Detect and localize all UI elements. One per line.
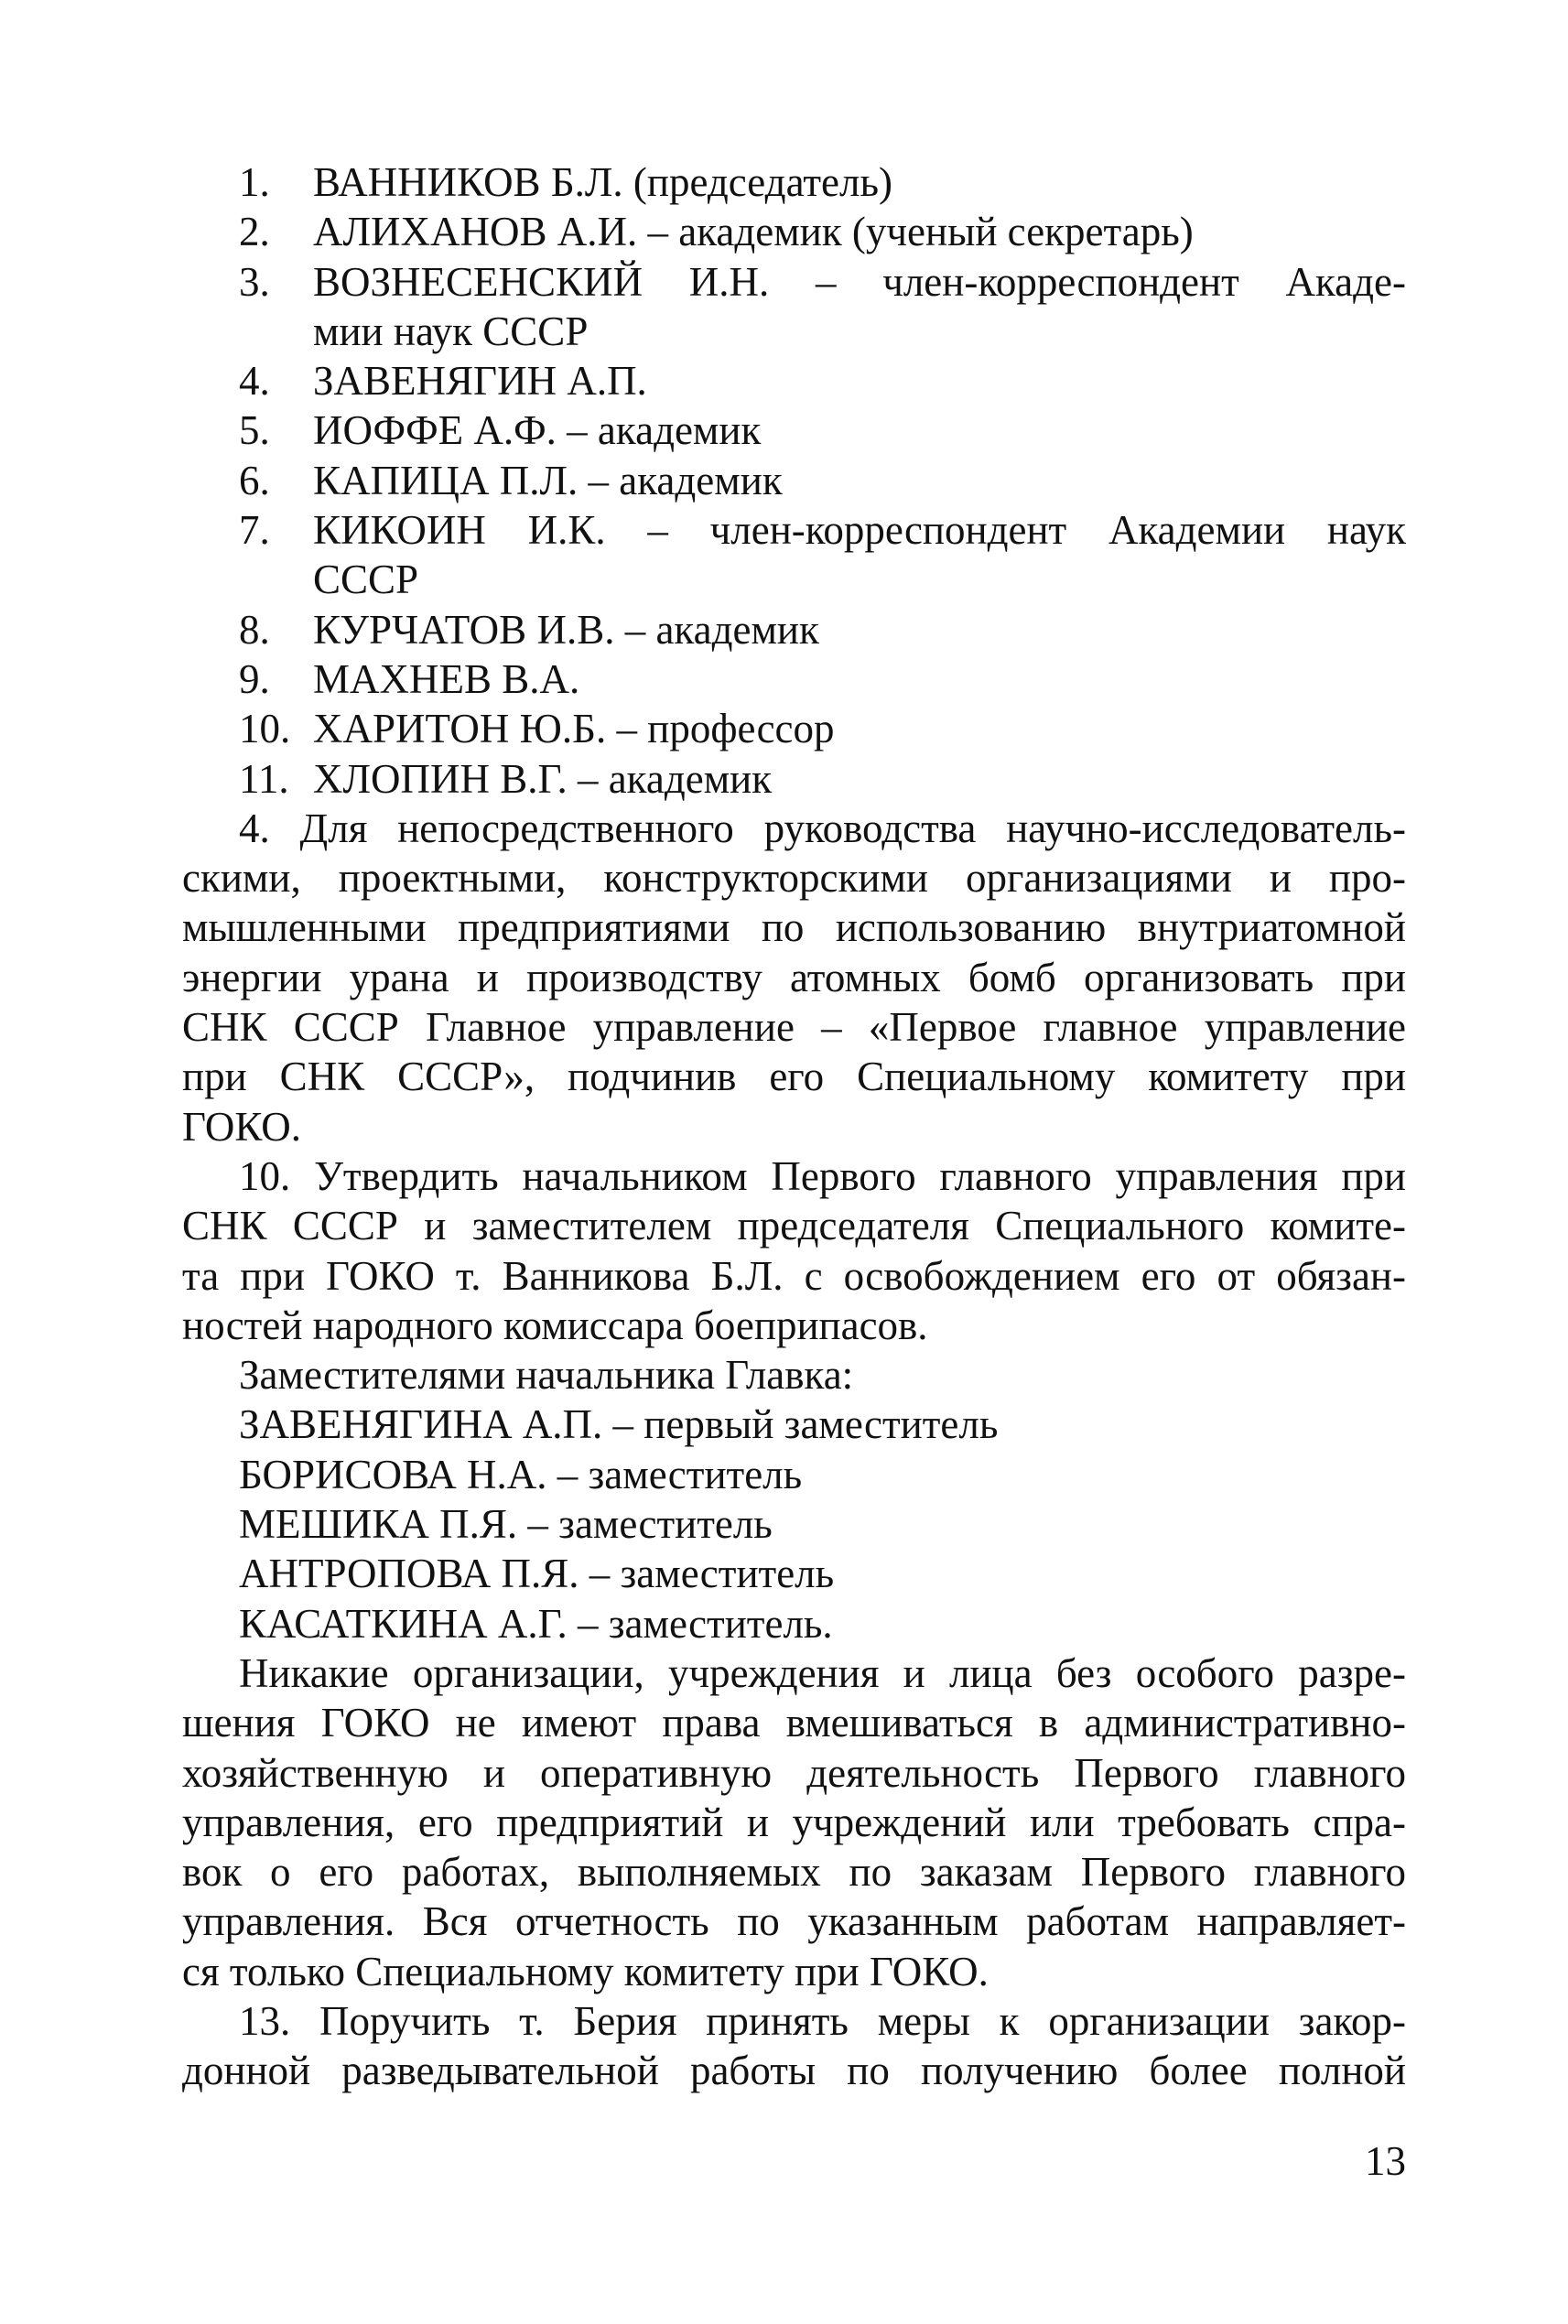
paragraph-line: Заместителями начальника Главка: [239,1352,854,1399]
list-item-text: ИОФФЕ А.Ф. – академик [313,407,762,454]
paragraph [182,1400,1406,1449]
paragraph-line: скими, проектными, конструкторскими организациями и про- [182,855,1406,902]
paragraph-line: вок о его работах, выполняемых по заказам Первого главного [182,1849,1406,1896]
list-item-text: ЗАВЕНЯГИН А.П. [313,358,647,405]
list-item-text: ВАННИКОВ Б.Л. (председатель) [313,159,892,205]
paragraph [182,1996,1406,2096]
list-item-text: КАПИЦА П.Л. – академик [313,457,783,503]
paragraph-line: ЗАВЕНЯГИНА А.П. – первый заместитель [239,1401,999,1448]
list-item [182,405,1406,455]
list-item [182,456,1406,505]
paragraph-line: АНТРОПОВА П.Я. – заместитель [239,1551,835,1597]
list-item [182,754,1406,804]
list-item-number: 8. [239,606,270,653]
list-item [182,157,1406,207]
list-item-text: МАХНЕВ В.А. [313,655,580,702]
list-item-number: 7. [239,507,270,554]
paragraph-line: та при ГОКО т. Ванникова Б.Л. с освобождением его от обязан- [182,1252,1406,1299]
list-item [182,505,1406,555]
paragraph [182,804,1406,1151]
paragraph-line: БОРИСОВА Н.А. – заместитель [239,1451,803,1497]
paragraph-line: управления. Вся отчетность по указанным работам направляет- [182,1898,1406,1945]
paragraph [182,1549,1406,1598]
paragraph-line: донной разведывательной работы по получению более полной [182,2048,1406,2094]
paragraph [182,1151,1406,1350]
list-item-number: 9. [239,655,270,702]
list-item [182,654,1406,704]
list-item-number: 10. [239,706,291,752]
list-item-number: 6. [239,457,270,503]
paragraph-line: ся только Специальному комитету при ГОКО. [182,1948,989,1994]
list-item-number: 11. [239,755,289,802]
paragraph [182,1499,1406,1549]
list-item [182,356,1406,405]
list-item-text: АЛИХАНОВ А.И. – академик (ученый секретарь) [313,209,1194,255]
paragraph-line: СНК СССР и заместителем председателя Специального комите- [182,1203,1406,1249]
list-item [182,704,1406,753]
list-item-text: ВОЗНЕСЕНСКИЙ И.Н. – член-корреспондент Акаде- [313,258,1406,305]
paragraph-line: МЕШИКА П.Я. – заместитель [239,1501,773,1548]
list-item-text: ХЛОПИН В.Г. – академик [313,755,773,802]
paragraph-line: ностей народного комиссара боеприпасов. [182,1302,928,1348]
list-item-number: 1. [239,159,270,205]
list-item-text: ХАРИТОН Ю.Б. – профессор [313,706,835,752]
decree-paragraphs [182,804,1406,2096]
list-item-continuation: мии наук СССР [313,308,589,354]
list-item-text: КУРЧАТОВ И.В. – академик [313,606,819,653]
list-item-number: 4. [239,358,270,405]
paragraph-line: 10. Утвердить начальником Первого главного управления при [239,1152,1406,1199]
list-item-number: 5. [239,407,270,454]
paragraph-line: при СНК СССР», подчинив его Специальному комитету при [182,1054,1406,1100]
document-body [182,157,1406,2096]
list-item-number: 3. [239,258,270,305]
paragraph [182,1648,1406,1996]
paragraph-line: КАСАТКИНА А.Г. – заместитель. [239,1600,833,1647]
list-item [182,257,1406,307]
list-item-number: 2. [239,209,270,255]
paragraph [182,1350,1406,1400]
page-number: 13 [1365,2138,1406,2184]
list-item [182,605,1406,654]
committee-members-list [182,157,1406,804]
paragraph-line: энергии урана и производству атомных бомб организовать при [182,954,1406,1000]
paragraph-line: ГОКО. [182,1103,302,1150]
paragraph-line: 4. Для непосредственного руководства научно-исследователь- [239,805,1406,851]
paragraph-line: Никакие организации, учреждения и лица без особого разре- [239,1649,1406,1696]
paragraph-line: шения ГОКО не имеют права вмешиваться в административно- [182,1700,1406,1746]
paragraph [182,1599,1406,1648]
paragraph-line: 13. Поручить т. Берия принять меры к организации закор- [239,1997,1406,2044]
list-item [182,207,1406,256]
paragraph-line: хозяйственную и оперативную деятельность Первого главного [182,1749,1406,1796]
list-item-text: КИКОИН И.К. – член-корреспондент Академии наук [313,507,1406,554]
paragraph [182,1450,1406,1499]
paragraph-line: управления, его предприятий и учреждений или требовать спра- [182,1799,1406,1845]
paragraph-line: мышленными предприятиями по использованию внутриатомной [182,904,1406,951]
list-item-continuation: СССР [313,557,419,603]
paragraph-line: СНК СССР Главное управление – «Первое главное управление [182,1004,1406,1051]
